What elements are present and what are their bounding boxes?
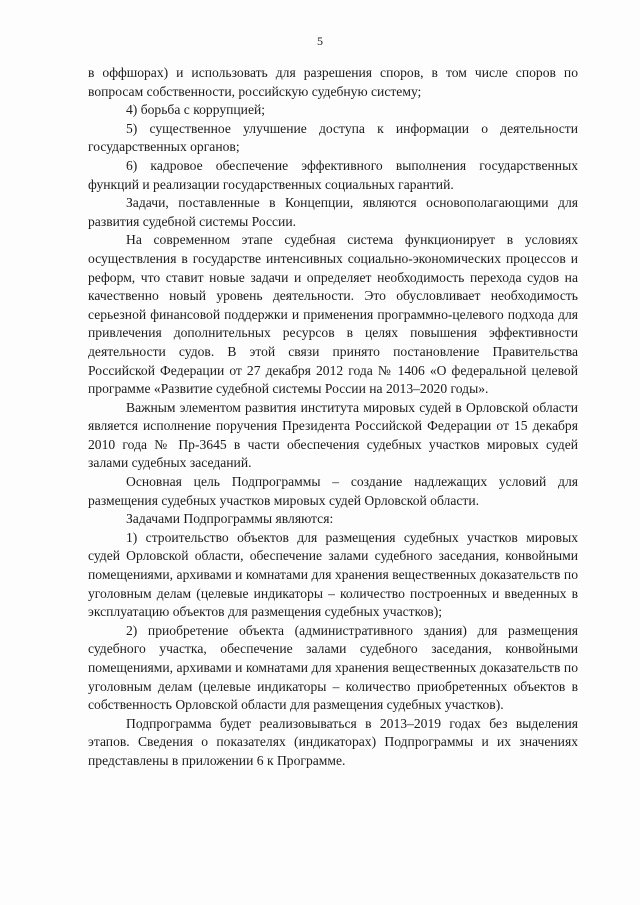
task-item-1: 1) строительство объектов для размещения судебных участков мировых судей Орловской области, обеспечение залами судебного заседания, конвойными помещениями, архивами и комнатами для хранения вещественных доказательств по уголовным делам (целевые индикаторы – количество построенных и введенных в эксплуатацию объектов для размещения судебных участков);: [88, 529, 578, 620]
list-item-4: 4) борьба с коррупцией;: [126, 102, 266, 118]
paragraph-tasks-heading: Задачами Подпрограммы являются:: [126, 511, 334, 527]
paragraph-current-stage: На современном этапе судебная система функционирует в условиях осуществления в государстве интенсивных социально-экономических процессов и реформ, что ставит новые задачи и определяет необходимость перехода судов на качественно новый уровень деятельности. Это обусловливает необходимость серьезной финансовой поддержки и применения программно-целевого подхода для привлечения дополнительных ресурсов в целях повышения эффективности деятельности судов. В этой связи принято постановление Правительства Российской Федерации от 27 декабря 2012 года № 1406 «О федеральной целевой программе «Развитие судебной системы России на 2013–2020 годы».: [88, 232, 578, 397]
paragraph-important-element: Важным элементом развития института мировых судей в Орловской области является исполнение поручения Президента Российской Федерации от 15 декабря 2010 года № Пр-3645 в части обеспечения судебных участков мировых судей залами судебных заседаний.: [88, 399, 578, 471]
list-item-5: 5) существенное улучшение доступа к информации о деятельности государственных органов;: [88, 120, 578, 155]
task-item-2: 2) приобретение объекта (административного здания) для размещения судебного участка, обеспечение залами судебного заседания, конвойными помещениями, архивами и комнатами для хранения вещественных доказательств по уголовным делам (целевые индикаторы – количество приобретенных объектов в собственность Орловской области для размещения судебных участков).: [88, 622, 578, 713]
list-item-6: 6) кадровое обеспечение эффективного выполнения государственных функций и реализации государственных социальных гарантий.: [88, 157, 578, 192]
document-body: [88, 64, 578, 771]
page-number: 5: [317, 34, 323, 48]
paragraph-main-goal: Основная цель Подпрограммы – создание надлежащих условий для размещения судебных участков мировых судей Орловской области.: [88, 474, 578, 508]
paragraph-continuation: в оффшорах) и использовать для разрешения споров, в том числе споров по вопросам собственности, российскую судебную систему;: [88, 65, 578, 99]
paragraph-concept-tasks: Задачи, поставленные в Концепции, являются основополагающими для развития судебной системы России.: [88, 195, 578, 229]
paragraph-implementation: Подпрограмма будет реализовываться в 2013–2019 годах без выделения этапов. Сведения о показателях (индикаторах) Подпрограммы и их значениях представлены в приложении 6 к Программе.: [88, 715, 578, 768]
